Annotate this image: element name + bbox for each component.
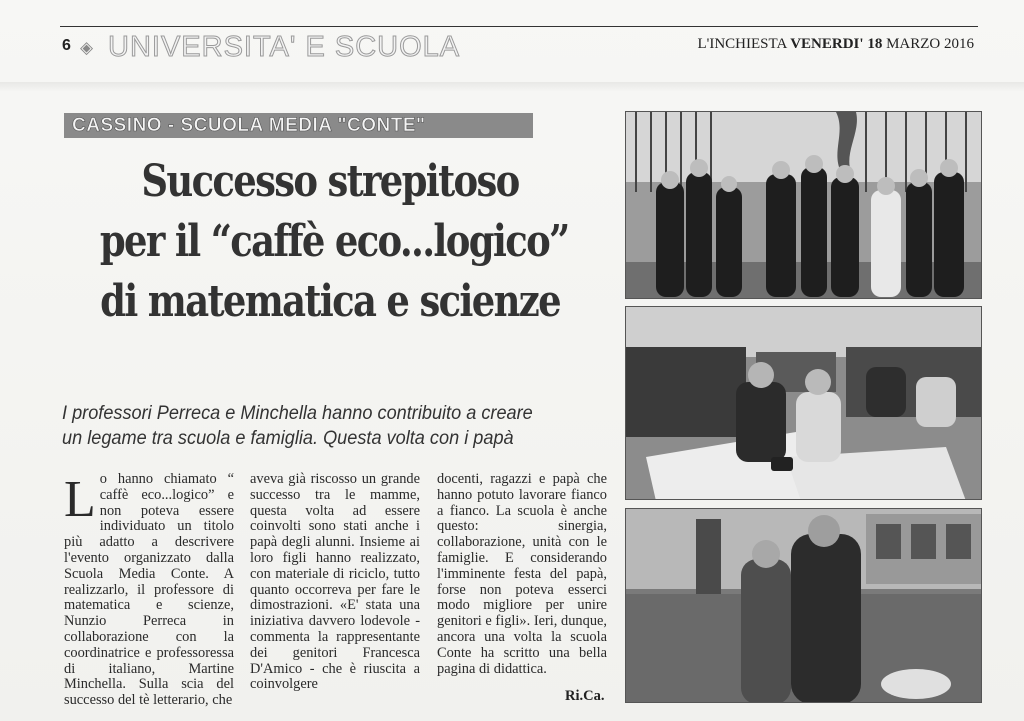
scan-fold-shadow [0, 82, 1024, 92]
headline-line-3: di matematica e scienze [100, 276, 560, 327]
dateline-day: 18 [867, 36, 883, 52]
diamond-ornament-icon: ◈ [80, 38, 94, 58]
subheadline-line-2: un legame tra scuola e famiglia. Questa volta con i papà [62, 427, 514, 449]
headline-line-2: per il “caffè eco...logico” [99, 216, 569, 267]
section-title: UNIVERSITA' E SCUOLA [108, 31, 461, 63]
subheadline-line-1: I professori Perreca e Minchella hanno contribuito a creare [62, 402, 533, 424]
body-column-1 [64, 472, 234, 709]
article-subheadline [62, 401, 569, 451]
body-text-col-1: o hanno chiamato “ caffè eco...logico” e non poteva essere individuato un titolo più adatto a descrivere l'evento organizzato dalla Scuola Media Conte. A realizzarlo, il professore di matematica e scienze, Nunzio Perreca in collaborazione con la coordinatrice e professoressa di italiano, Martine Minchella. Sulla scia del successo del tè letterario, che [64, 471, 234, 709]
page-number: 6 [62, 37, 71, 54]
body-text-col-2: aveva già riscosso un grande successo tra le mamme, questa volta ad essere coinvolti sono stati anche i papà degli alunni. Insieme ai loro figli hanno realizzato, con materiale di riciclo, tutto quanto occorreva per fare le dimostrazioni. «E' stata una iniziativa davvero lodevole - commenta la rappresentante dei genitori Francesca D'Amico - che è riuscita a coinvolgere [250, 471, 420, 693]
article-kicker: CASSINO - SCUOLA MEDIA "CONTE" [64, 113, 533, 138]
headline-line-1: Successo strepitoso [141, 156, 519, 207]
header-rule [60, 26, 978, 27]
group-photo-outdoors [625, 111, 982, 299]
body-text-col-3: docenti, ragazzi e papà che hanno potuto lavorare fianco a fianco. La scuola è anche questo: sinergia, collaborazione, unità con le famiglie. E considerando l'imminente festa del papà, forse non poteva esserci modo migliore per unire genitori e figli». Ieri, dunque, ancora una volta la scuola Conte ha scritto una bella pagina di didattica. [437, 471, 607, 677]
body-column-3 [437, 472, 607, 677]
classroom-photo [625, 306, 982, 500]
dateline-month-year: MARZO 2016 [886, 36, 974, 52]
drop-cap: L [64, 471, 96, 528]
publication-name: L'INCHIESTA [697, 36, 787, 52]
group-photo-illustration [626, 112, 982, 299]
classroom-photo-illustration [626, 307, 982, 500]
dateline-weekday: VENERDI' [790, 36, 864, 52]
schoolyard-photo [625, 508, 982, 703]
author-signature: Ri.Ca. [565, 688, 605, 704]
article-headline [99, 152, 569, 332]
publication-dateline [697, 36, 974, 53]
body-column-2 [250, 472, 420, 693]
schoolyard-photo-illustration [626, 509, 982, 703]
